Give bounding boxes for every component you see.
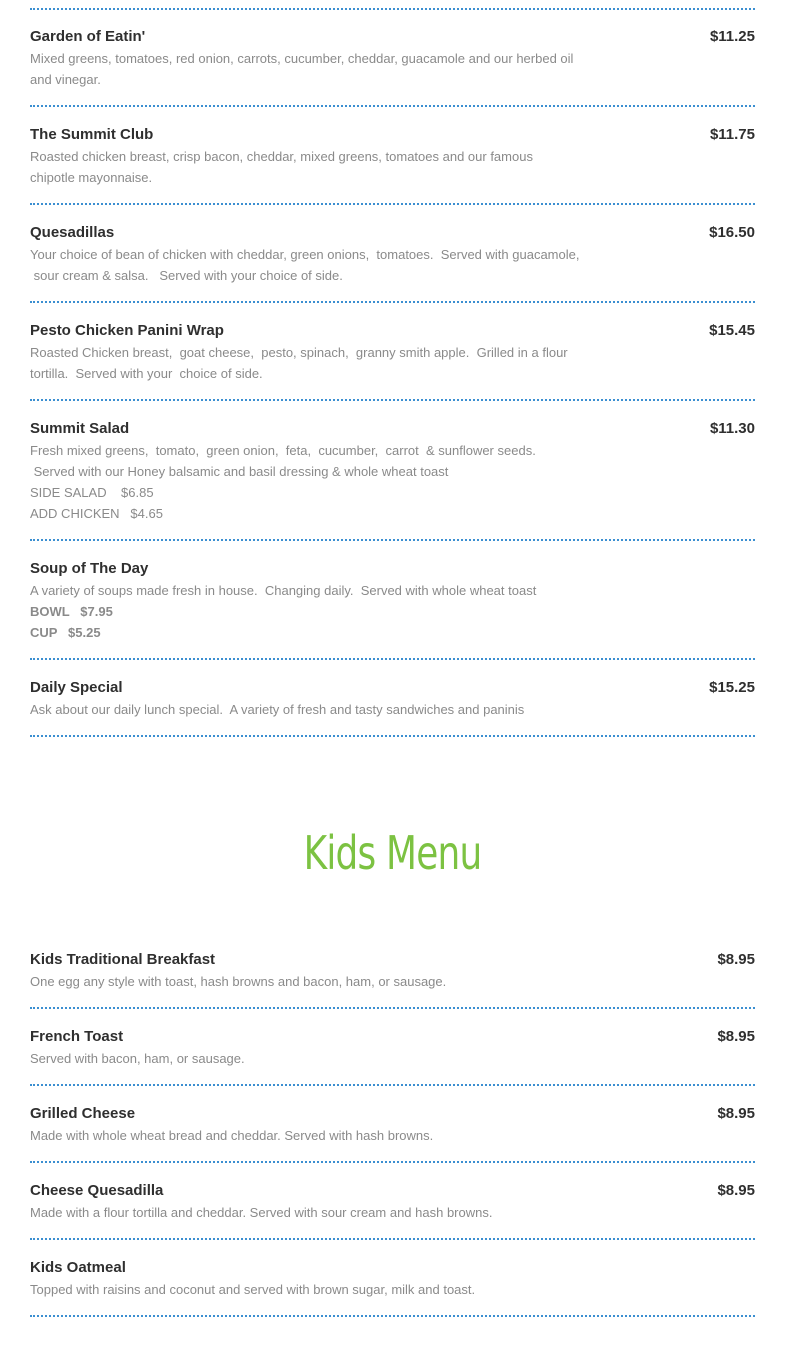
item-price: $8.95 <box>717 1105 755 1122</box>
item-name: Cheese Quesadilla <box>30 1182 164 1199</box>
item-price: $8.95 <box>717 951 755 968</box>
item-name: Pesto Chicken Panini Wrap <box>30 322 224 339</box>
item-price: $11.25 <box>709 28 755 45</box>
divider <box>30 1315 755 1317</box>
description-line: chipotle mayonnaise. <box>30 170 153 185</box>
item-description <box>30 580 605 643</box>
description-line: Made with whole wheat bread and cheddar. Served with hash browns. <box>30 1128 434 1143</box>
item-description <box>30 440 605 524</box>
item-description <box>30 1279 605 1300</box>
description-line: Roasted Chicken breast, goat cheese, pesto, spinach, granny smith apple. Grilled in a flour <box>30 345 568 360</box>
description-line: Mixed greens, tomatoes, red onion, carrots, cucumber, cheddar, guacamole and our herbed oil <box>30 51 574 66</box>
item-price: $15.25 <box>709 679 755 696</box>
item-price: $11.75 <box>709 126 755 143</box>
item-description <box>30 699 605 720</box>
item-option: ADD CHICKEN $4.65 <box>30 506 163 521</box>
item-price: $11.30 <box>709 420 755 437</box>
item-option: SIDE SALAD $6.85 <box>30 485 154 500</box>
item-option: CUP $5.25 <box>30 625 101 640</box>
divider <box>30 539 755 541</box>
item-name: Quesadillas <box>30 224 115 241</box>
item-name: Summit Salad <box>30 420 130 437</box>
kids-menu-title: Kids Menu <box>303 826 482 880</box>
divider <box>30 8 755 10</box>
divider <box>30 301 755 303</box>
item-description <box>30 146 605 188</box>
item-price: $16.50 <box>709 224 755 241</box>
item-name: The Summit Club <box>30 126 154 143</box>
description-line: Ask about our daily lunch special. A variety of fresh and tasty sandwiches and paninis <box>30 702 525 717</box>
description-line: Fresh mixed greens, tomato, green onion, feta, cucumber, carrot & sunflower seeds. <box>30 443 536 458</box>
item-description <box>30 1125 605 1146</box>
item-description <box>30 244 605 286</box>
divider <box>30 1238 755 1240</box>
divider <box>30 399 755 401</box>
item-name: Daily Special <box>30 679 123 696</box>
description-line: One egg any style with toast, hash browns and bacon, ham, or sausage. <box>30 974 447 989</box>
item-price: $8.95 <box>717 1182 755 1199</box>
item-description <box>30 48 605 90</box>
item-name: Kids Oatmeal <box>30 1259 126 1276</box>
item-description <box>30 342 605 384</box>
item-description <box>30 1048 605 1069</box>
divider <box>30 658 755 660</box>
item-name: French Toast <box>30 1028 124 1045</box>
item-price: $15.45 <box>709 322 755 339</box>
description-line: Served with bacon, ham, or sausage. <box>30 1051 245 1066</box>
divider <box>30 1007 755 1009</box>
description-line: sour cream & salsa. Served with your choice of side. <box>30 268 343 283</box>
description-line: Roasted chicken breast, crisp bacon, cheddar, mixed greens, tomatoes and our famous <box>30 149 533 164</box>
description-line: Made with a flour tortilla and cheddar. Served with sour cream and hash browns. <box>30 1205 493 1220</box>
description-line: tortilla. Served with your choice of side. <box>30 366 263 381</box>
item-name: Kids Traditional Breakfast <box>30 951 216 968</box>
description-line: and vinegar. <box>30 72 101 87</box>
divider <box>30 1161 755 1163</box>
description-line: Served with our Honey balsamic and basil dressing & whole wheat toast <box>30 464 449 479</box>
item-description <box>30 971 605 992</box>
item-name: Soup of The Day <box>30 560 149 577</box>
divider <box>30 203 755 205</box>
item-option: BOWL $7.95 <box>30 604 113 619</box>
item-description <box>30 1202 605 1223</box>
item-name: Garden of Eatin' <box>30 28 146 45</box>
divider <box>30 105 755 107</box>
description-line: A variety of soups made fresh in house. Changing daily. Served with whole wheat toast <box>30 583 537 598</box>
description-line: Your choice of bean of chicken with cheddar, green onions, tomatoes. Served with guacamole, <box>30 247 580 262</box>
item-name: Grilled Cheese <box>30 1105 136 1122</box>
divider <box>30 1084 755 1086</box>
description-line: Topped with raisins and coconut and served with brown sugar, milk and toast. <box>30 1282 476 1297</box>
item-price: $8.95 <box>717 1028 755 1045</box>
divider <box>30 735 755 737</box>
